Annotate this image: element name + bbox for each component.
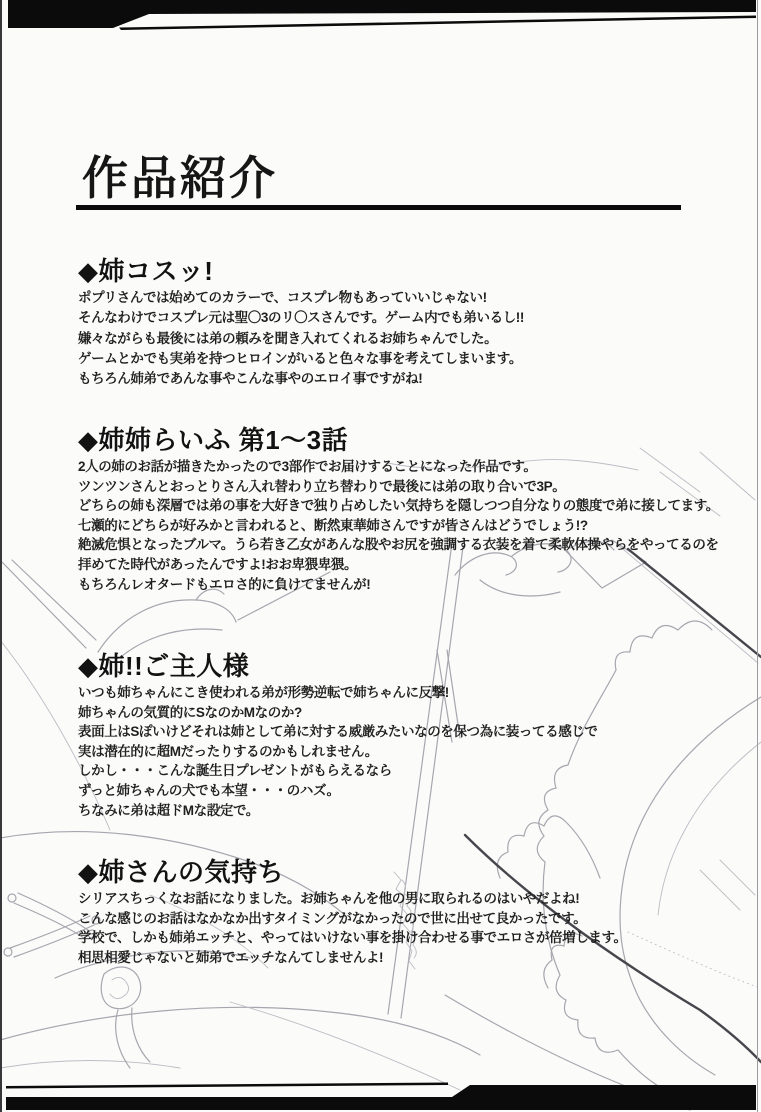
section-body — [78, 288, 748, 389]
section — [78, 651, 748, 820]
section — [78, 857, 748, 967]
body-line: ポプリさんでは始めてのカラーで、コスプレ物もあっていいじゃない! — [78, 290, 487, 305]
section-heading: ◆姉さんの気持ち — [78, 857, 284, 887]
body-line: そんなわけでコスプレ元は聖〇3のリ〇スさんです。ゲーム内でも弟いるし!! — [78, 310, 524, 326]
body-line: 実は潜在的に超Mだったりするのかもしれません。 — [78, 743, 378, 759]
bottom-banner — [6, 1085, 756, 1110]
page-right-edge-line — [757, 0, 758, 1112]
section-body — [78, 457, 748, 594]
body-line: 拝めてた時代があったんですよ!おお卑猥卑猥。 — [78, 556, 358, 572]
body-line: 相思相愛じゃないと姉弟でエッチなんてしませんよ! — [78, 949, 384, 965]
body-line: ゲームとかでも実弟を持つヒロインがいると色々な事を考えてしまいます。 — [78, 350, 522, 366]
body-line: シリアスちっくなお話になりました。お姉ちゃんを他の男に取られるのはいやだよね! — [78, 891, 580, 906]
body-line: 嫌々ながらも最後には弟の頼みを聞き入れてくれるお姉ちゃんでした。 — [78, 330, 498, 346]
top-thin-rule — [119, 16, 756, 31]
section-body — [78, 683, 748, 820]
body-line: 絶滅危惧となったブルマ。うら若き乙女があんな股やお尻を強調する衣装を着て柔軟体操やらをやってるのを — [78, 537, 719, 553]
body-line: こんな感じのお話はなかなか出すタイミングがなかったので世に出せて良かったです。 — [78, 910, 587, 926]
title-underline — [76, 205, 681, 210]
body-line: ちなみに弟は超ドMな設定で。 — [78, 802, 259, 818]
body-line: しかし・・・こんな誕生日プレゼントがもらえるなら — [78, 763, 392, 779]
page-left-edge-line — [0, 0, 2, 1112]
body-line: ずっと姉ちゃんの犬でも本望・・・のハズ。 — [78, 782, 340, 798]
body-line: 2人の姉のお話が描きたかったので3部作でお届けすることになった作品です。 — [78, 459, 537, 474]
section-heading: ◆姉姉らいふ 第1〜3話 — [78, 425, 349, 455]
section-heading: ◆姉コスッ! — [78, 256, 214, 286]
body-line: どちらの姉も深層では弟の事を大好きで独り占めしたい気持ちを隠しつつ自分なりの態度で弟に接してます。 — [78, 498, 719, 514]
section-body — [78, 889, 748, 967]
body-line: ツンツンさんとおっとりさん入れ替わり立ち替わりで最後には弟の取り合いで3P。 — [78, 478, 566, 494]
section — [78, 425, 748, 594]
body-line: いつも姉ちゃんにこき使われる弟が形勢逆転で姉ちゃんに反撃! — [78, 685, 449, 700]
section — [78, 256, 748, 389]
body-line: 学校で、しかも姉弟エッチと、やってはいけない事を掛け合わせる事でエロさが倍増します。 — [78, 930, 627, 946]
section-heading: ◆姉!!ご主人様 — [78, 651, 250, 681]
body-line: 表面上はSぽいけどそれは姉として弟に対する威厳みたいなのを保つ為に装ってる感じで — [78, 724, 598, 740]
page-title: 作品紹介 — [82, 152, 278, 204]
body-line: 姉ちゃんの気質的にSなのかMなのか? — [78, 704, 302, 720]
body-line: もちろんレオタードもエロさ的に負けてませんが! — [78, 576, 371, 592]
body-line: もちろん姉弟であんな事やこんな事やのエロイ事ですがね! — [78, 371, 423, 387]
bottom-thin-rule — [6, 1083, 448, 1089]
body-line: 七瀬的にどちらが好みかと言われると、断然東華姉さんですが皆さんはどうでしょう!? — [78, 517, 588, 533]
